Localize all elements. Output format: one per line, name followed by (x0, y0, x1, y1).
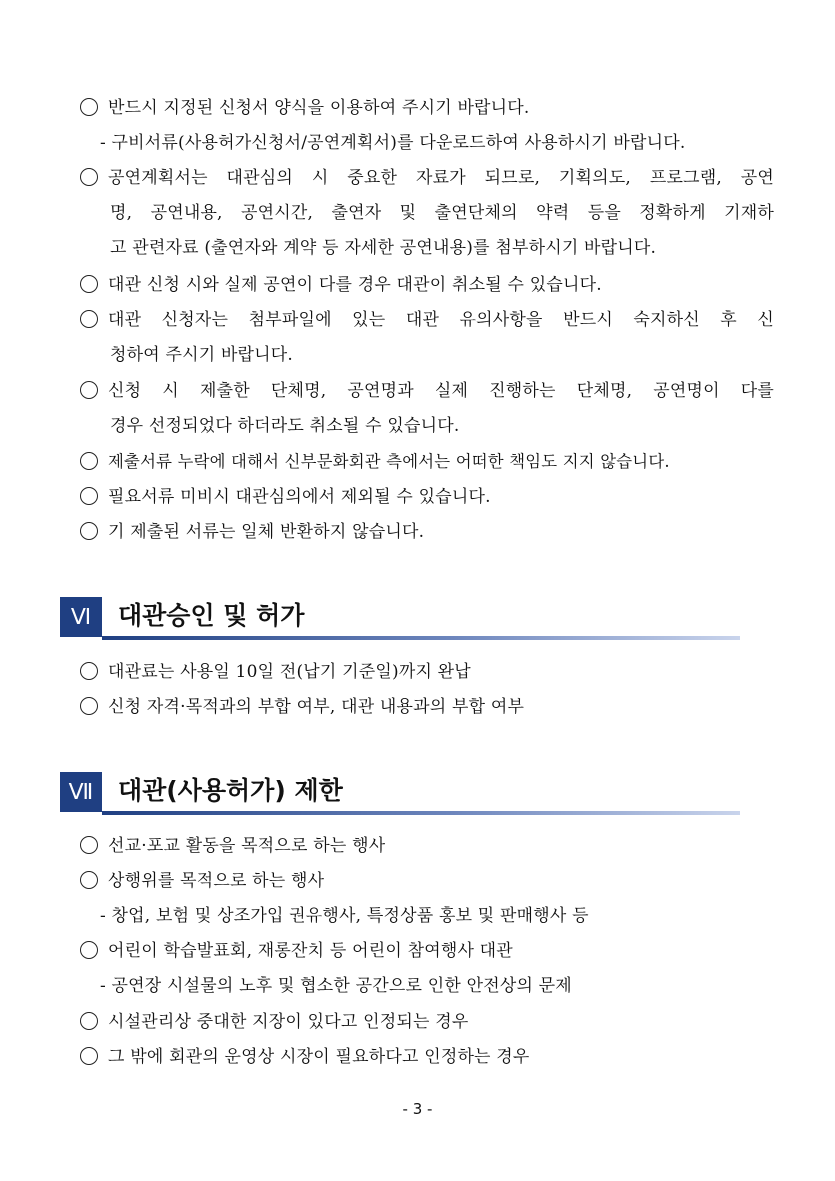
list-item: 공연계획서는 대관심의 시 중요한 자료가 되므로, 기획의도, 프로그램, 공연 (80, 166, 774, 190)
circle-bullet-icon (80, 98, 98, 116)
list-item: 대관 신청 시와 실제 공연이 다를 경우 대관이 취소될 수 있습니다. (80, 273, 602, 297)
list-item-continuation: 고 관련자료 (출연자와 계약 등 자세한 공연내용)를 첨부하시기 바랍니다. (110, 238, 657, 258)
list-item: 신청 자격·목적과의 부합 여부, 대관 내용과의 부합 여부 (80, 695, 524, 719)
list-item: 어린이 학습발표회, 재롱잔치 등 어린이 참여행사 대관 (80, 939, 513, 963)
list-item: 시설관리상 중대한 지장이 있다고 인정되는 경우 (80, 1010, 468, 1034)
circle-bullet-icon (80, 275, 98, 293)
list-item: 대관 신청자는 첨부파일에 있는 대관 유의사항을 반드시 숙지하신 후 신 (80, 308, 774, 332)
section-title: 대관승인 및 허가 (118, 601, 305, 630)
list-item-continuation: 청하여 주시기 바랍니다. (110, 345, 294, 365)
list-sub-item: - 창업, 보험 및 상조가입 권유행사, 특정상품 홍보 및 판매행사 등 (100, 906, 589, 926)
list-item: 그 밖에 회관의 운영상 시장이 필요하다고 인정하는 경우 (80, 1045, 530, 1069)
page-number: - 3 - (402, 1100, 433, 1118)
list-item-continuation: 경우 선정되었다 하더라도 취소될 수 있습니다. (110, 416, 460, 436)
list-sub-item: - 공연장 시설물의 노후 및 협소한 공간으로 인한 안전상의 문제 (100, 976, 572, 996)
circle-bullet-icon (80, 381, 98, 399)
circle-bullet-icon (80, 1012, 98, 1030)
list-item-continuation: 명, 공연내용, 공연시간, 출연자 및 출연단체의 약력 등을 정확하게 기재하 (110, 203, 774, 223)
circle-bullet-icon (80, 310, 98, 328)
list-item: 필요서류 미비시 대관심의에서 제외될 수 있습니다. (80, 485, 491, 509)
circle-bullet-icon (80, 452, 98, 470)
list-item: 제출서류 누락에 대해서 신부문화회관 측에서는 어떠한 책임도 지지 않습니다. (80, 450, 670, 474)
list-item: 선교·포교 활동을 목적으로 하는 행사 (80, 834, 385, 858)
circle-bullet-icon (80, 836, 98, 854)
list-item: 상행위를 목적으로 하는 행사 (80, 869, 324, 893)
circle-bullet-icon (80, 662, 98, 680)
circle-bullet-icon (80, 1047, 98, 1065)
section-heading (60, 772, 740, 818)
list-item: 대관료는 사용일 10일 전(납기 기준일)까지 완납 (80, 660, 471, 684)
section-underline (102, 636, 740, 640)
circle-bullet-icon (80, 522, 98, 540)
list-item: 반드시 지정된 신청서 양식을 이용하여 주시기 바랍니다. (80, 96, 530, 120)
circle-bullet-icon (80, 487, 98, 505)
circle-bullet-icon (80, 168, 98, 186)
section-number-badge: Ⅶ (60, 772, 102, 812)
circle-bullet-icon (80, 697, 98, 715)
circle-bullet-icon (80, 871, 98, 889)
section-title: 대관(사용허가) 제한 (118, 776, 343, 805)
section-number-badge: Ⅵ (60, 597, 102, 637)
circle-bullet-icon (80, 941, 98, 959)
section-underline (102, 811, 740, 815)
list-item: 기 제출된 서류는 일체 반환하지 않습니다. (80, 520, 424, 544)
list-sub-item: - 구비서류(사용허가신청서/공연계획서)를 다운로드하여 사용하시기 바랍니다. (100, 133, 686, 153)
section-heading (60, 597, 740, 643)
list-item: 신청 시 제출한 단체명, 공연명과 실제 진행하는 단체명, 공연명이 다를 (80, 379, 774, 403)
